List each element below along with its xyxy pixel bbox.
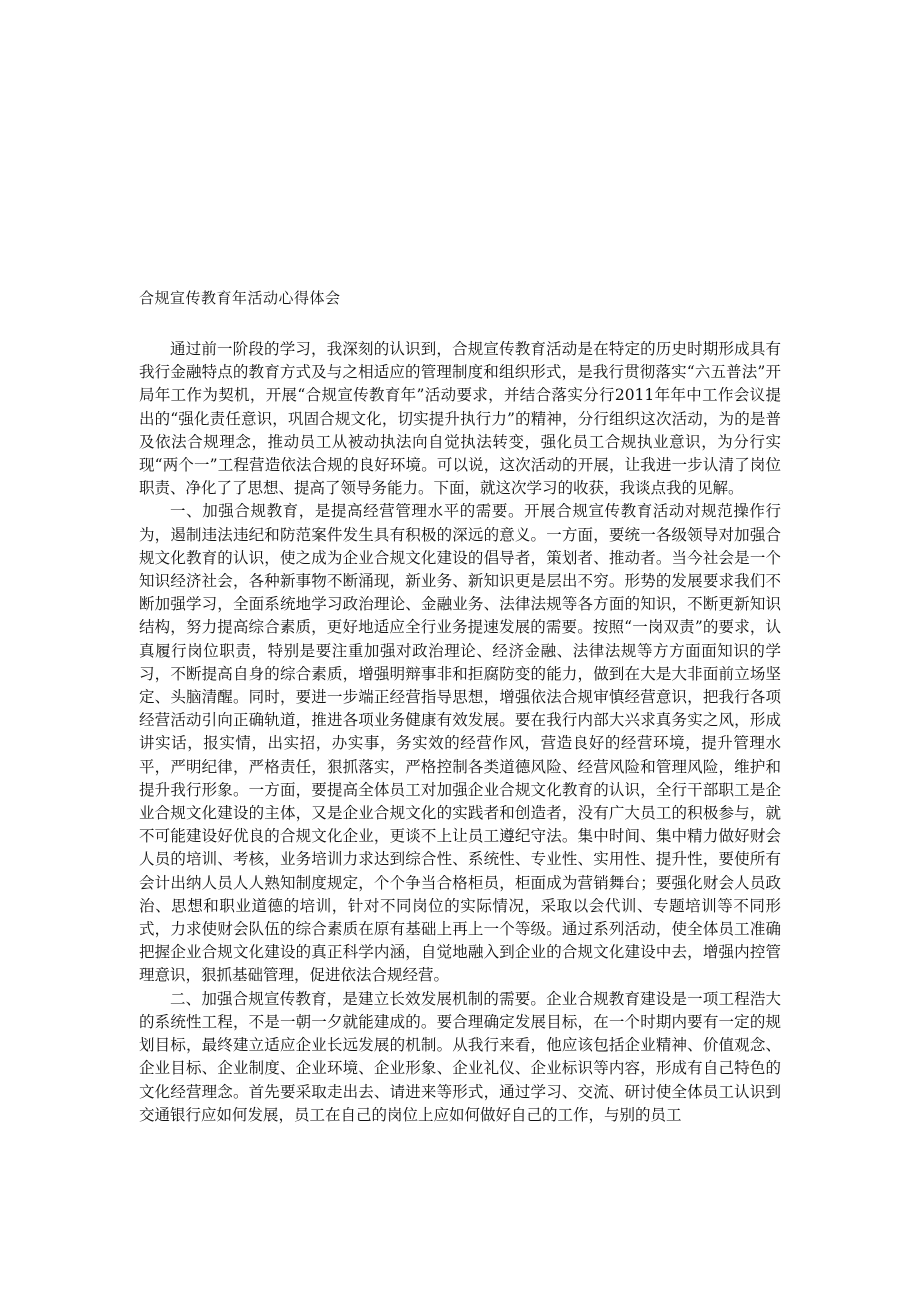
intro-paragraph: 通过前一阶段的学习，我深刻的认识到，合规宣传教育活动是在特定的历史时期形成具有我行金融特点的教育方式及与之相适应的管理制度和组织形式，是我行贯彻落实“六五普法”开局年工作为契机，开展“合规宣传教育年”活动要求，并结合落实分行2011年年中工作会议提出的“强化责任意识，巩固合规文化，切实提升执行力”的精神，分行组织这次活动，为的是普及依法合规理念，推动员工从被动执法向自觉执法转变，强化员工合规执业意识，为分行实现“两个一”工程营造依法合规的良好环境。可以说，这次活动的开展，让我进一步认清了岗位职责、净化了了思想、提高了领导务能力。下面，就这次学习的收获，我谈点我的见解。 xyxy=(139,340,781,498)
section-one-paragraph: 一、加强合规教育，是提高经营管理水平的需要。开展合规宣传教育活动对规范操作行为，遏制违法违纪和防范案件发生具有积极的深远的意义。一方面，要统一各级领导对加强合规文化教育的认识，使之成为企业合规文化建设的倡导者，策划者、推动者。当今社会是一个知识经济社会，各种新事物不断涌现，新业务、新知识更是层出不穷。形势的发展要求我们不断加强学习，全面系统地学习政治理论、金融业务、法律法规等各方面的知识，不断更新知识结构，努力提高综合素质，更好地适应全行业务提速发展的需要。按照“一岗双责”的要求，认真履行岗位职责，特别是要注重加强对政治理论、经济金融、法律法规等方方面面知识的学习，不断提高自身的综合素质，增强明辩事非和拒腐防变的能力，做到在大是大非面前立场坚定、头脑清醒。同时，要进一步端正经营指导思想，增强依法合规审慎经营意识，把我行各项经营活动引向正确轨道，推进各项业务健康有效发展。要在我行内部大兴求真务实之风，形成讲实话，报实情，出实招，办实事，务实效的经营作风，营造良好的经营环境，提升管理水平，严明纪律，严格责任，狠抓落实，严格控制各类道德风险、经营风险和管理风险，维护和提升我行形象。一方面，要提高全体员工对加强企业合规文化教育的认识，全行干部职工是企业合规文化建设的主体，又是企业合规文化的实践者和创造者，没有广大员工的积极参与，就不可能建设好优良的合规文化企业，更谈不上让员工遵纪守法。集中时间、集中精力做好财会人员的培训、考核，业务培训力求达到综合性、系统性、专业性、实用性、提升性，要使所有会计出纳人员人人熟知制度规定，个个争当合格柜员，柜面成为营销舞台；要强化财会人员政治、思想和职业道德的培训，针对不同岗位的实际情况，采取以会代训、专题培训等不同形式，力求使财会队伍的综合素质在原有基础上再上一个等级。通过系列活动，使全体员工准确把握企业合规文化建设的真正科学内涵，自觉地融入到企业的合规文化建设中去，增强内控管理意识，狠抓基础管理，促进依法合规经营。 xyxy=(139,502,781,985)
document-title: 合规宣传教育年活动心得体会 xyxy=(139,289,341,307)
section-two-paragraph: 二、加强合规宣传教育，是建立长效发展机制的需要。企业合规教育建设是一项工程浩大的系统性工程，不是一朝一夕就能建成的。要合理确定发展目标，在一个时期内要有一定的规划目标，最终建立适应企业长远发展的机制。从我行来看，他应该包括企业精神、价值观念、企业目标、企业制度、企业环境、企业形象、企业礼仪、企业标识等内容，形成有自己特色的文化经营理念。首先要采取走出去、请进来等形式，通过学习、交流、研讨使全体员工认识到交通银行应如何发展，员工在自己的岗位上应如何做好自己的工作，与别的员工 xyxy=(139,989,781,1124)
document-body xyxy=(139,338,781,1127)
